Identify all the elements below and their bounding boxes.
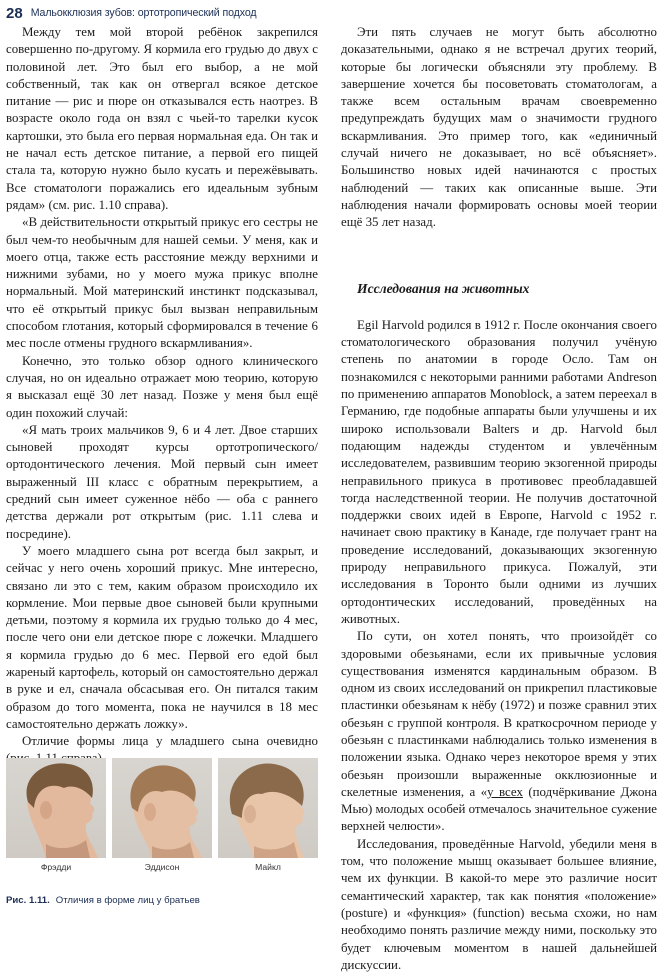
paragraph: Конечно, это только обзор одного клинического случая, но он идеально отражает мою теорию, которую я высказал ещё 30 лет назад. Позже у меня был ещё один похожий случай: [6, 353, 318, 420]
photo-addison [112, 758, 212, 858]
page-header [6, 2, 666, 24]
boy-profile-icon [112, 758, 212, 858]
photo-name: Фрэдди [40, 862, 72, 872]
right-column [341, 24, 657, 974]
paragraph: Эти пять случаев не могут быть абсолютно доказательными, однако я не встречал других теорий, которые бы логически объясняли эту проблему. В завершение хочется бы посоветовать стоматологам, а также всем остальным врачам своевременно предупреждать будущих мам о значимости грудного вскармливания. Это пример того, как «единичный случай ничего не доказывает, но всё объясняет». Большинство новых идей начинаются с простых наблюдений — таких как описанные выше. Эти наблюдения начали формировать основы моей теории ещё 35 лет назад. [341, 25, 657, 230]
figure-1-11 [6, 758, 318, 908]
paragraph: «В действительности открытый прикус его сестры не был чем-то необычным для нашей семьи. У меня, как и моего отца, также есть расстояние между верхними и нижними зубами, но у моего мужа прикус вполне нормальный. Мой материнский инстинкт подсказывал, что её открытый прикус был вызван неправильным способом глотания, который сформировался в течение 6 мес после отмены грудного вскармливания». [6, 215, 318, 351]
photo-michael [218, 758, 318, 858]
figure-caption-label: Рис. 1.11. [6, 895, 50, 906]
photo-freddie [6, 758, 106, 858]
boy-profile-icon [218, 758, 318, 858]
photo-name: Эддисон [144, 862, 180, 872]
paragraph: Исследования, проведённые Harvold, убедили меня в том, что положение мышц оказывает большее влияние, чем их функции. В какой-то мере это различие носит семантический характер, так как понятия «положение» (posture) и «функция» (function) весьма схожи, но нам необходимо понять различие между ними, поскольку это будет ключевым моментом в нашей дальнейшей дискуссии. [341, 836, 657, 972]
figure-caption [6, 895, 318, 906]
paragraph: Между тем мой второй ребёнок закрепился совершенно по-другому. Я кормила его грудью до двух с половиной лет. Это был его выбор, а не мой собственный, так как он отвергал всякое детское питание — рис и пюре он отказывался есть наотрез. В возрасте около года он взял с чьей-то тарелки кусок картошки, это была его первая нормальная еда. Он так и не начал есть детское питание, а первой его пищей стала та, которую нужно было кусать и пережёвывать. Все стоматологи поражались его идеальным зубным рядам» (см. рис. 1.10 справа). [6, 25, 318, 212]
underlined-text: у всех [487, 784, 523, 799]
paragraph [341, 628, 657, 836]
section-title: Исследования на животных [357, 280, 530, 296]
paragraph: Egil Harvold родился в 1912 г. После окончания своего стоматологического образования получил учёную степень по анатомии в городе Осло. Там он познакомился с некоторыми ранними работами Andreson по применению аппаратов Monoblock, а затем переехал в Германию, где подобные аппараты были улучшены и их широко использовали Balters и др. Harvold был подающим надежды студентом и увлечённым исследователем, развившим теорию экзогенной природы неправильного прикуса в противовес преобладавшей тогда наследственной теории. Не получив достаточной поддержки своих идей в Европе, Harvold с 1952 г. начинает свою практику в Канаде, где получает грант на проведение исследований, доказывающих экзогенную природу неправильного прикуса. Пожалуй, эти исследования в Торонто были одними из лучших ортодонтических исследований, проведённых на животных. [341, 317, 657, 626]
paragraph-text: (подчёркивание Джона Мью) молодых особей отмечалось значительное сужение верхней челюсти». [341, 784, 658, 834]
boy-profile-icon [6, 758, 106, 858]
paragraph-text: По сути, он хотел понять, что произойдёт со здоровыми обезьянами, если их привычные условия существования изменятся кардинальным образом. В одном из своих исследований он прикрепил пластиковые пластинки обезьянам к нёбу (1972) и позже сравнил этих обезьян с группой контроля. В краткосрочном периоде у обезьян с пластинками наблюдались только изменения в положении языка. Однако через некоторое время у этих обезьян произошли выраженные окклюзионные и скелетные изменения, а « [341, 629, 657, 799]
photo-name: Майкл [255, 862, 281, 872]
section-spacer [341, 297, 657, 317]
paragraph: Отличие формы лица у младшего сына очевидно [22, 734, 318, 749]
left-column [6, 24, 318, 768]
figure-caption-text: Отличия в форме лиц у братьев [55, 895, 200, 906]
paragraph: У моего младшего сына рот всегда был закрыт, и сейчас у него очень хороший прикус. Мне интересно, связано ли это с тем, каким образом происходило их кормление. Мои первые двое сыновей были крупными детьми, поэтому я кормила их грудью только до 4 мес, после чего они ели детское пюре с ложечки. Младшего я кормила грудью до 6 мес. Первой его едой был жареный картофель, который он самостоятельно держал в руке и ел, сначала обсасывая его. Он питался таким образом до того момента, пока не научился в 18 мес самостоятельно держать ложку». [6, 543, 318, 731]
figure-photos [6, 758, 318, 858]
paragraph: «Я мать троих мальчиков 9, 6 и 4 лет. Двое старших сыновей проходят курсы ортотропического/ортодонтического лечения. Мой первый сын имеет выраженный III класс с обратным перекрытием, а средний сын имеет суженное нёбо — оба с раннего детства держали рот открытым (рис. 1.11 слева и посредине). [6, 422, 318, 541]
page-number: 28 [6, 4, 23, 22]
section-spacer [341, 232, 657, 280]
running-title: Мальокклюзия зубов: ортотропический подход [30, 7, 257, 19]
